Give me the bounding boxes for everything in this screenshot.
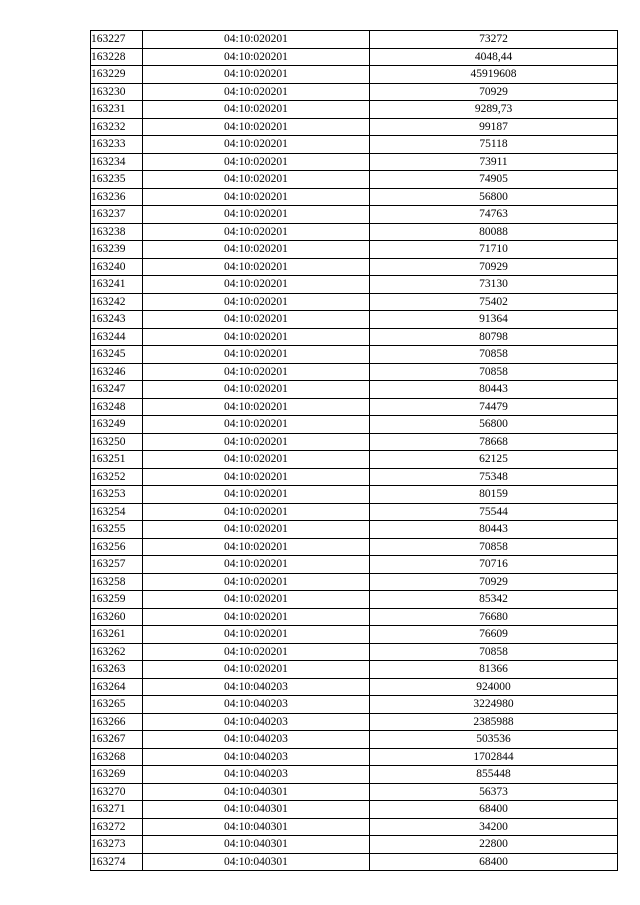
value-cell: 80159 <box>370 486 618 504</box>
table-row <box>91 573 618 591</box>
value-cell: 70929 <box>370 258 618 276</box>
table-row <box>91 83 618 101</box>
cadastral-code-cell: 04:10:020201 <box>143 538 370 556</box>
row-id-cell: 163267 <box>91 731 143 749</box>
table-row <box>91 713 618 731</box>
row-id-cell: 163250 <box>91 433 143 451</box>
row-id-cell: 163243 <box>91 311 143 329</box>
table-row <box>91 766 618 784</box>
cadastral-code-cell: 04:10:020201 <box>143 486 370 504</box>
cadastral-code-cell: 04:10:020201 <box>143 276 370 294</box>
value-cell: 75544 <box>370 503 618 521</box>
row-id-cell: 163265 <box>91 696 143 714</box>
value-cell: 78668 <box>370 433 618 451</box>
value-cell: 34200 <box>370 818 618 836</box>
value-cell: 73130 <box>370 276 618 294</box>
cadastral-code-cell: 04:10:020201 <box>143 206 370 224</box>
table-row <box>91 818 618 836</box>
value-cell: 74905 <box>370 171 618 189</box>
row-id-cell: 163238 <box>91 223 143 241</box>
value-cell: 70858 <box>370 538 618 556</box>
table-row <box>91 836 618 854</box>
value-cell: 22800 <box>370 836 618 854</box>
cadastral-code-cell: 04:10:040301 <box>143 818 370 836</box>
cadastral-code-cell: 04:10:020201 <box>143 661 370 679</box>
row-id-cell: 163274 <box>91 853 143 871</box>
table-row <box>91 433 618 451</box>
value-cell: 4048,44 <box>370 48 618 66</box>
row-id-cell: 163273 <box>91 836 143 854</box>
table-row <box>91 153 618 171</box>
table-row <box>91 801 618 819</box>
value-cell: 70929 <box>370 573 618 591</box>
value-cell: 68400 <box>370 801 618 819</box>
cadastral-code-cell: 04:10:040301 <box>143 836 370 854</box>
table-row <box>91 643 618 661</box>
cadastral-code-cell: 04:10:020201 <box>143 118 370 136</box>
table-row <box>91 311 618 329</box>
row-id-cell: 163270 <box>91 783 143 801</box>
table-row <box>91 118 618 136</box>
table-row <box>91 346 618 364</box>
row-id-cell: 163239 <box>91 241 143 259</box>
table-row <box>91 661 618 679</box>
cadastral-code-cell: 04:10:020201 <box>143 311 370 329</box>
cadastral-code-cell: 04:10:020201 <box>143 258 370 276</box>
cadastral-code-cell: 04:10:020201 <box>143 346 370 364</box>
value-cell: 1702844 <box>370 748 618 766</box>
table-row <box>91 608 618 626</box>
value-cell: 73911 <box>370 153 618 171</box>
row-id-cell: 163234 <box>91 153 143 171</box>
row-id-cell: 163259 <box>91 591 143 609</box>
row-id-cell: 163232 <box>91 118 143 136</box>
row-id-cell: 163231 <box>91 101 143 119</box>
value-cell: 56373 <box>370 783 618 801</box>
row-id-cell: 163262 <box>91 643 143 661</box>
cadastral-code-cell: 04:10:020201 <box>143 136 370 154</box>
table-row <box>91 66 618 84</box>
row-id-cell: 163263 <box>91 661 143 679</box>
cadastral-code-cell: 04:10:020201 <box>143 66 370 84</box>
cadastral-code-cell: 04:10:020201 <box>143 643 370 661</box>
table-row <box>91 748 618 766</box>
cadastral-code-cell: 04:10:040301 <box>143 801 370 819</box>
value-cell: 80443 <box>370 521 618 539</box>
cadastral-code-cell: 04:10:020201 <box>143 48 370 66</box>
table-row <box>91 678 618 696</box>
row-id-cell: 163258 <box>91 573 143 591</box>
row-id-cell: 163229 <box>91 66 143 84</box>
cadastral-code-cell: 04:10:020201 <box>143 503 370 521</box>
row-id-cell: 163241 <box>91 276 143 294</box>
table-row <box>91 241 618 259</box>
cadastral-code-cell: 04:10:020201 <box>143 188 370 206</box>
cadastral-code-cell: 04:10:020201 <box>143 416 370 434</box>
table-row <box>91 31 618 49</box>
table-row <box>91 101 618 119</box>
value-cell: 76680 <box>370 608 618 626</box>
value-cell: 855448 <box>370 766 618 784</box>
value-cell: 62125 <box>370 451 618 469</box>
row-id-cell: 163254 <box>91 503 143 521</box>
table-row <box>91 328 618 346</box>
cadastral-code-cell: 04:10:020201 <box>143 241 370 259</box>
table-row <box>91 223 618 241</box>
table-row <box>91 381 618 399</box>
data-table <box>90 30 618 871</box>
value-cell: 74479 <box>370 398 618 416</box>
value-cell: 9289,73 <box>370 101 618 119</box>
row-id-cell: 163256 <box>91 538 143 556</box>
row-id-cell: 163228 <box>91 48 143 66</box>
cadastral-code-cell: 04:10:020201 <box>143 31 370 49</box>
table-row <box>91 451 618 469</box>
row-id-cell: 163249 <box>91 416 143 434</box>
row-id-cell: 163233 <box>91 136 143 154</box>
cadastral-code-cell: 04:10:020201 <box>143 451 370 469</box>
table-row <box>91 783 618 801</box>
row-id-cell: 163236 <box>91 188 143 206</box>
row-id-cell: 163261 <box>91 626 143 644</box>
table-row <box>91 258 618 276</box>
cadastral-code-cell: 04:10:040301 <box>143 783 370 801</box>
table-row <box>91 416 618 434</box>
table-row <box>91 136 618 154</box>
row-id-cell: 163255 <box>91 521 143 539</box>
value-cell: 73272 <box>370 31 618 49</box>
value-cell: 76609 <box>370 626 618 644</box>
row-id-cell: 163242 <box>91 293 143 311</box>
value-cell: 75348 <box>370 468 618 486</box>
cadastral-code-cell: 04:10:020201 <box>143 381 370 399</box>
cadastral-code-cell: 04:10:040203 <box>143 731 370 749</box>
row-id-cell: 163230 <box>91 83 143 101</box>
table-row <box>91 521 618 539</box>
value-cell: 45919608 <box>370 66 618 84</box>
value-cell: 80088 <box>370 223 618 241</box>
table-body <box>91 31 618 871</box>
table-row <box>91 538 618 556</box>
row-id-cell: 163271 <box>91 801 143 819</box>
cadastral-code-cell: 04:10:020201 <box>143 468 370 486</box>
table-row <box>91 398 618 416</box>
value-cell: 56800 <box>370 416 618 434</box>
cadastral-code-cell: 04:10:020201 <box>143 293 370 311</box>
value-cell: 503536 <box>370 731 618 749</box>
cadastral-code-cell: 04:10:020201 <box>143 83 370 101</box>
table-row <box>91 293 618 311</box>
row-id-cell: 163257 <box>91 556 143 574</box>
value-cell: 70716 <box>370 556 618 574</box>
value-cell: 99187 <box>370 118 618 136</box>
value-cell: 3224980 <box>370 696 618 714</box>
cadastral-code-cell: 04:10:040203 <box>143 713 370 731</box>
row-id-cell: 163252 <box>91 468 143 486</box>
value-cell: 85342 <box>370 591 618 609</box>
cadastral-code-cell: 04:10:020201 <box>143 608 370 626</box>
row-id-cell: 163235 <box>91 171 143 189</box>
cadastral-code-cell: 04:10:040203 <box>143 766 370 784</box>
row-id-cell: 163272 <box>91 818 143 836</box>
table-row <box>91 188 618 206</box>
value-cell: 75118 <box>370 136 618 154</box>
table-row <box>91 696 618 714</box>
cadastral-code-cell: 04:10:020201 <box>143 153 370 171</box>
table-row <box>91 556 618 574</box>
value-cell: 70858 <box>370 643 618 661</box>
cadastral-code-cell: 04:10:020201 <box>143 573 370 591</box>
cadastral-code-cell: 04:10:020201 <box>143 398 370 416</box>
row-id-cell: 163251 <box>91 451 143 469</box>
value-cell: 56800 <box>370 188 618 206</box>
row-id-cell: 163260 <box>91 608 143 626</box>
cadastral-code-cell: 04:10:020201 <box>143 223 370 241</box>
row-id-cell: 163244 <box>91 328 143 346</box>
cadastral-code-cell: 04:10:040301 <box>143 853 370 871</box>
row-id-cell: 163268 <box>91 748 143 766</box>
value-cell: 70929 <box>370 83 618 101</box>
row-id-cell: 163247 <box>91 381 143 399</box>
cadastral-code-cell: 04:10:040203 <box>143 748 370 766</box>
table-row <box>91 591 618 609</box>
cadastral-code-cell: 04:10:040203 <box>143 696 370 714</box>
cadastral-code-cell: 04:10:020201 <box>143 171 370 189</box>
cadastral-code-cell: 04:10:020201 <box>143 328 370 346</box>
row-id-cell: 163264 <box>91 678 143 696</box>
cadastral-code-cell: 04:10:020201 <box>143 433 370 451</box>
row-id-cell: 163240 <box>91 258 143 276</box>
row-id-cell: 163253 <box>91 486 143 504</box>
value-cell: 924000 <box>370 678 618 696</box>
row-id-cell: 163246 <box>91 363 143 381</box>
table-row <box>91 206 618 224</box>
cadastral-code-cell: 04:10:020201 <box>143 556 370 574</box>
table-row <box>91 171 618 189</box>
row-id-cell: 163245 <box>91 346 143 364</box>
cadastral-code-cell: 04:10:020201 <box>143 626 370 644</box>
row-id-cell: 163248 <box>91 398 143 416</box>
table-row <box>91 276 618 294</box>
table-row <box>91 626 618 644</box>
table-row <box>91 486 618 504</box>
value-cell: 70858 <box>370 363 618 381</box>
table-row <box>91 48 618 66</box>
row-id-cell: 163266 <box>91 713 143 731</box>
table-row <box>91 468 618 486</box>
value-cell: 80798 <box>370 328 618 346</box>
value-cell: 2385988 <box>370 713 618 731</box>
cadastral-code-cell: 04:10:020201 <box>143 101 370 119</box>
row-id-cell: 163269 <box>91 766 143 784</box>
value-cell: 68400 <box>370 853 618 871</box>
cadastral-code-cell: 04:10:020201 <box>143 363 370 381</box>
row-id-cell: 163237 <box>91 206 143 224</box>
value-cell: 71710 <box>370 241 618 259</box>
value-cell: 74763 <box>370 206 618 224</box>
value-cell: 75402 <box>370 293 618 311</box>
table-row <box>91 503 618 521</box>
cadastral-code-cell: 04:10:040203 <box>143 678 370 696</box>
value-cell: 91364 <box>370 311 618 329</box>
table-row <box>91 731 618 749</box>
cadastral-code-cell: 04:10:020201 <box>143 521 370 539</box>
table-row <box>91 363 618 381</box>
table-row <box>91 853 618 871</box>
value-cell: 81366 <box>370 661 618 679</box>
cadastral-code-cell: 04:10:020201 <box>143 591 370 609</box>
value-cell: 70858 <box>370 346 618 364</box>
row-id-cell: 163227 <box>91 31 143 49</box>
value-cell: 80443 <box>370 381 618 399</box>
